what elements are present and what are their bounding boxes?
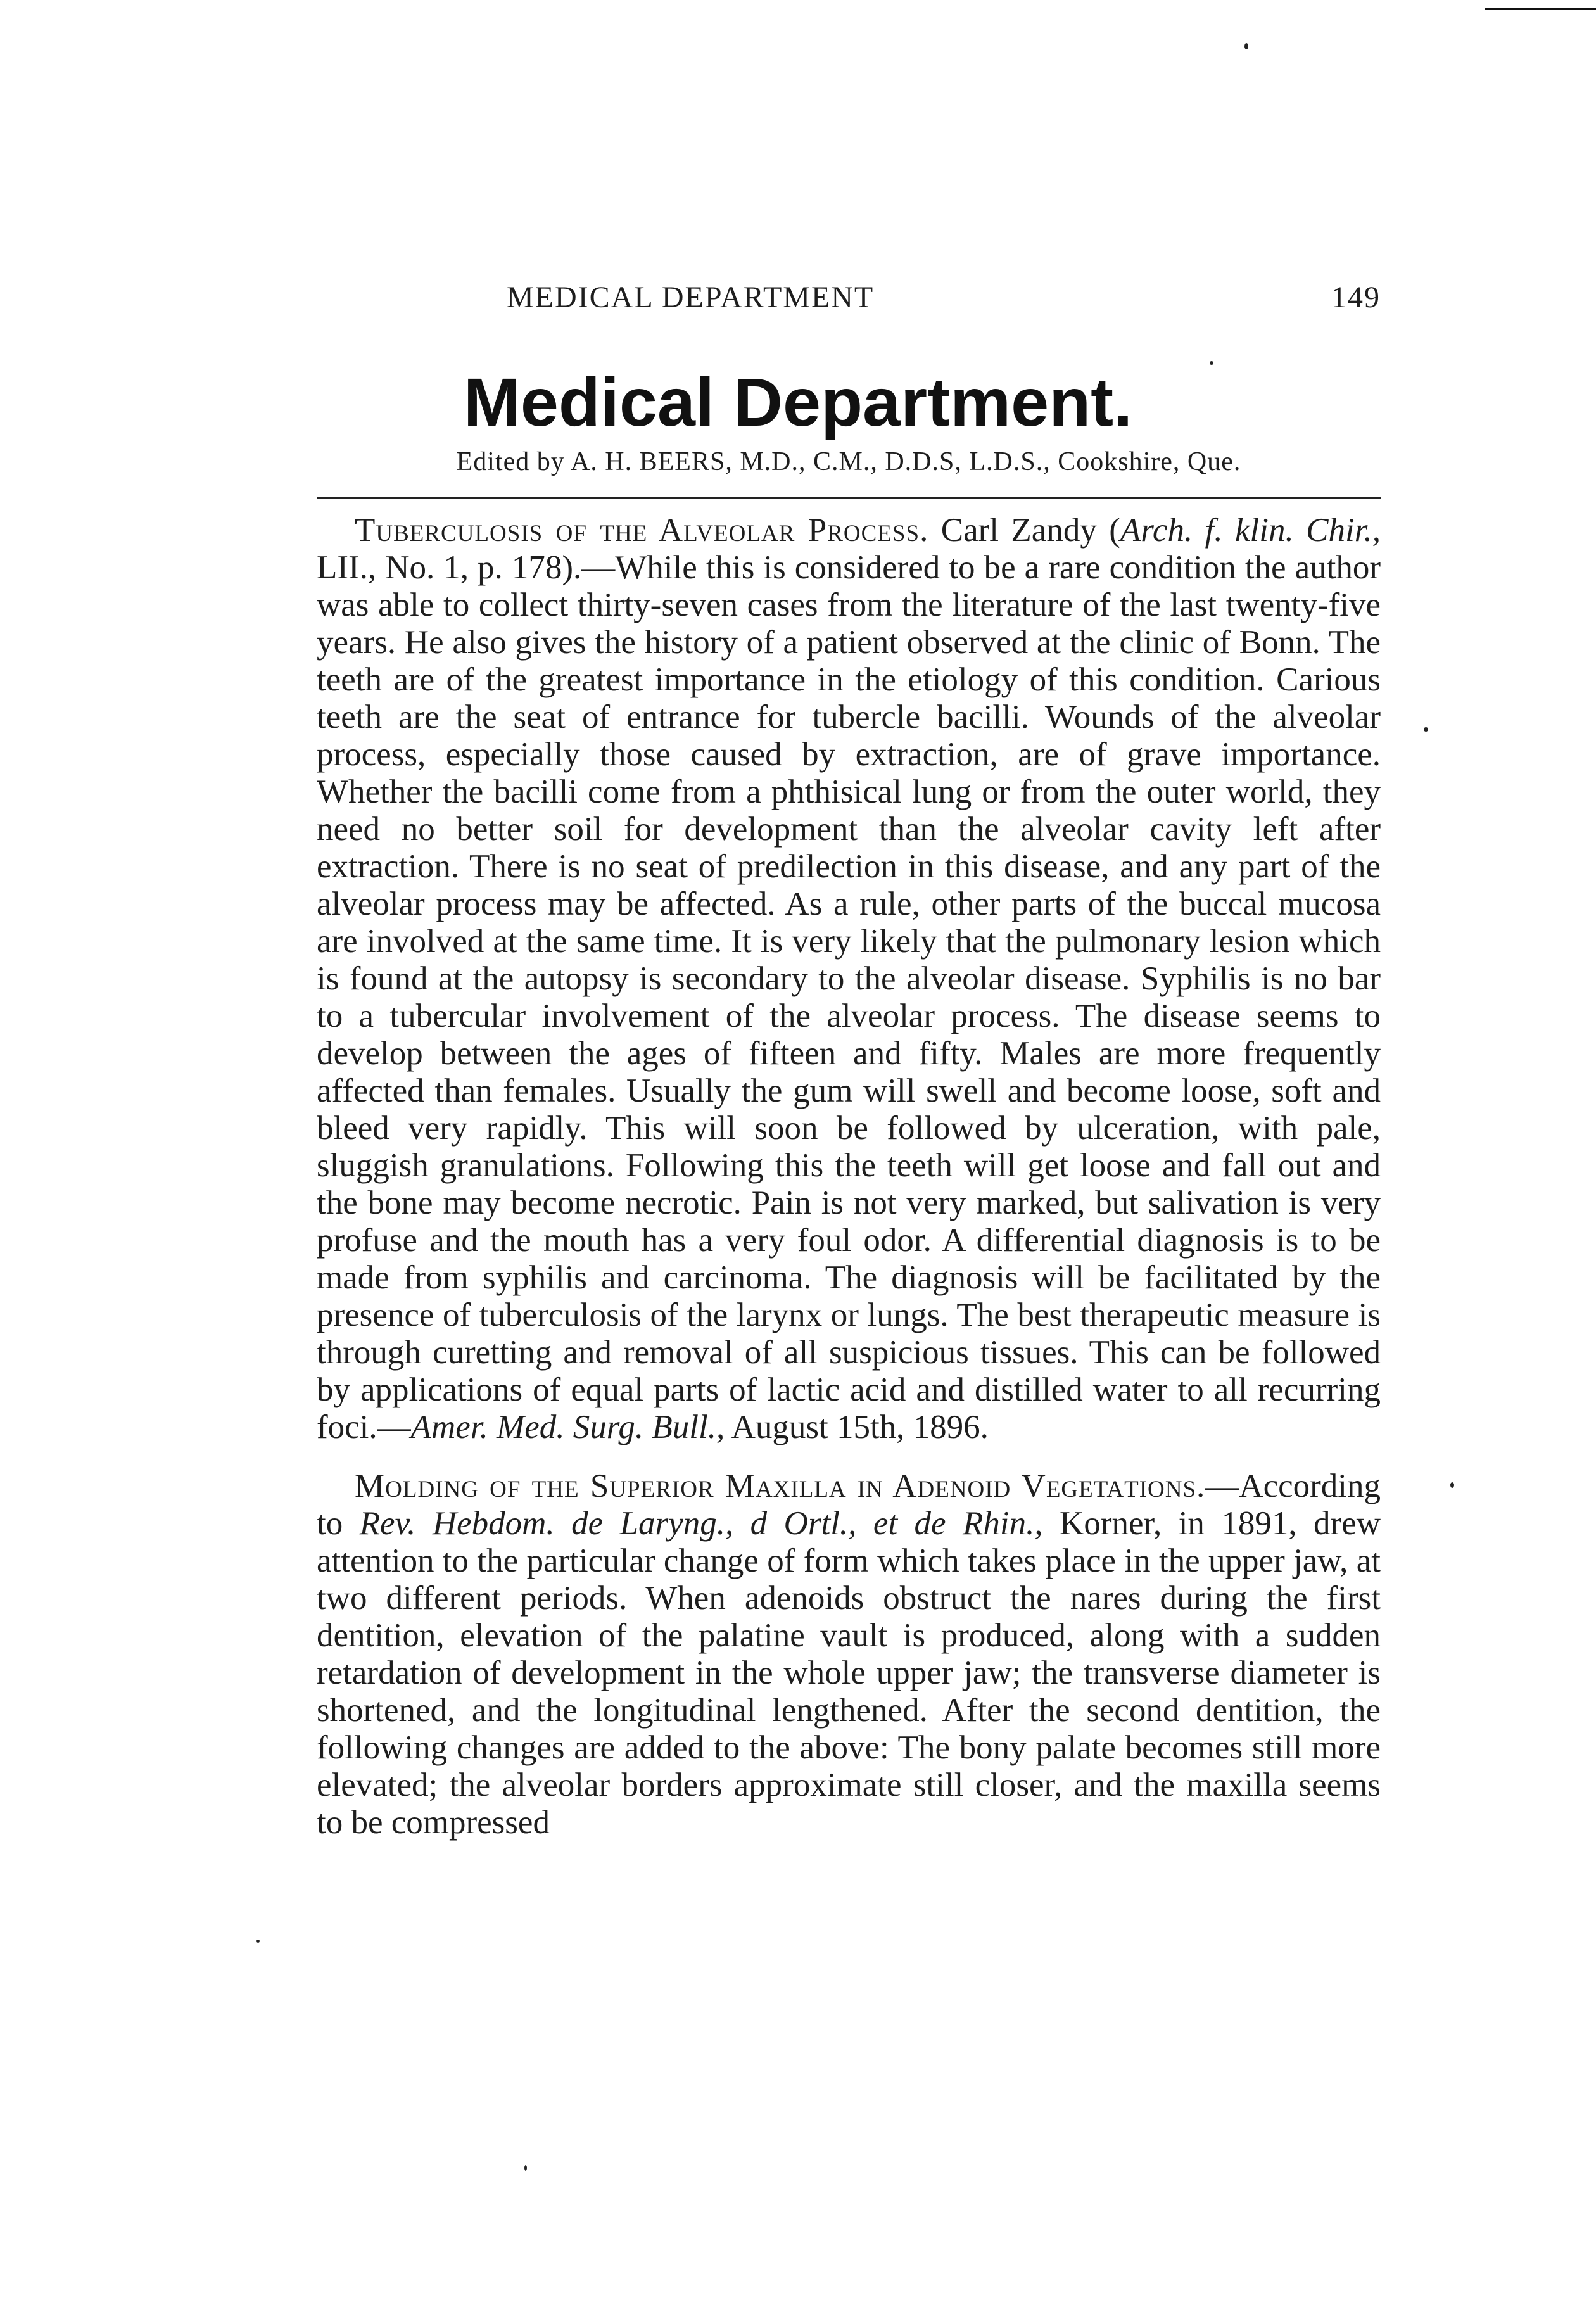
editor-line: Edited by A. H. BEERS, M.D., C.M., D.D.S, L.D.S., Cookshire, Que. bbox=[456, 447, 1241, 476]
speck bbox=[1244, 43, 1248, 49]
article-source: Amer. Med. Surg. Bull., bbox=[410, 1409, 725, 1445]
article-body bbox=[317, 512, 1381, 1841]
article-tuberculosis bbox=[317, 512, 1381, 1446]
article-citation: Rev. Hebdom. de Laryng., d Ortl., et de Rhin., bbox=[359, 1505, 1043, 1542]
article-molding bbox=[317, 1468, 1381, 1841]
speck bbox=[256, 1940, 260, 1943]
speck bbox=[1450, 1482, 1454, 1488]
article-text: Korner, in 1891, drew attention to the particular change of form which takes place in the upper jaw, at two different periods. When adenoids obstruct the nares during the first dentition, elevation of the palatine vault is produced, along with a sudden retardation of development in the whole upper jaw; the transverse diameter is shortened, and the longitudinal lengthened. After the second dentition, the following changes are added to the above: The bony palate becomes still more elevated; the alveolar borders approximate still closer, and the maxilla seems to be compressed bbox=[317, 1505, 1381, 1841]
article-heading: Tuberculosis of the Alveolar Process. bbox=[355, 512, 929, 549]
running-head bbox=[317, 280, 1381, 331]
article-lead: —According to bbox=[317, 1468, 1381, 1542]
running-head-title: MEDICAL DEPARTMENT bbox=[507, 281, 875, 314]
corner-rule bbox=[1485, 8, 1596, 10]
divider bbox=[317, 497, 1381, 499]
page-number: 149 bbox=[1331, 281, 1381, 314]
article-heading: Molding of the Superior Maxilla in Adenoid Vegetations. bbox=[355, 1468, 1206, 1504]
article-citation-details: LII., No. 1, p. 178).— bbox=[317, 549, 616, 586]
speck bbox=[1424, 727, 1428, 732]
article-citation: Arch. f. klin. Chir., bbox=[1120, 512, 1381, 549]
article-author: Carl Zandy ( bbox=[928, 512, 1120, 549]
page-title: Medical Department. bbox=[463, 364, 1133, 440]
article-text: While this is considered to be a rare condition the author was able to collect thirty-seven cases from the literature of the last twenty-five years. He also gives the history of a patient observed at the clinic of Bonn. The teeth are of the greatest importance in the etiology of this condition. Carious teeth are the seat of entrance for tubercle bacilli. Wounds of the alveolar process, especially those caused by extraction, are of grave importance. Whether the bacilli come from a phthisical lung or from the outer world, they need no better soil for development than the alveolar cavity left after extraction. There is no seat of predilection in this disease, and any part of the alveolar process may be affected. As a rule, other parts of the buccal mucosa are involved at the same time. It is very likely that the pulmonary lesion which is found at the autopsy is secondary to the alveolar disease. Syphilis is no bar to a tubercular involvement of the alveolar process. The disease seems to develop between the ages of fifteen and fifty. Males are more frequently affected than females. Usually the gum will swell and become loose, soft and bleed very rapidly. This will soon be followed by ulceration, with pale, sluggish granulations. Following this the teeth will get loose and fall out and the bone may become necrotic. Pain is not very marked, but salivation is very profuse and the mouth has a very foul odor. A differential diagnosis is to be made from syphilis and carcinoma. The diagnosis will be facilitated by the presence of tuberculosis of the larynx or lungs. The best therapeutic measure is through curetting and removal of all suspicious tissues. This can be followed by applications of equal parts of lactic acid and distilled water to all recurring foci.— bbox=[317, 549, 1381, 1445]
speck bbox=[524, 2165, 527, 2171]
article-source-date: August 15th, 1896. bbox=[725, 1409, 989, 1445]
